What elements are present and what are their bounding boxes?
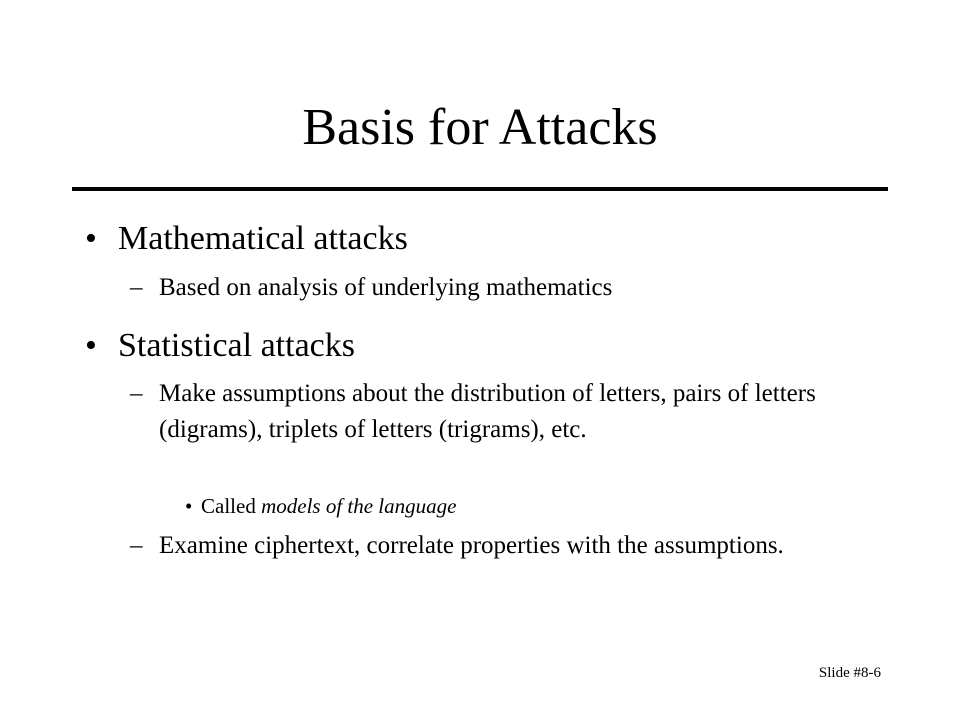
- slide-number: Slide #8-6: [818, 665, 881, 681]
- bullet-icon: •: [85, 220, 97, 257]
- sub-bullet-text: Based on analysis of underlying mathematics: [159, 274, 613, 301]
- emphasis-text: models of the language: [261, 494, 457, 518]
- sub-bullet-examine: [130, 528, 820, 564]
- sub-sub-bullet-text: Called models of the language: [201, 494, 457, 518]
- bullet-icon: •: [185, 494, 193, 518]
- slide-title: Basis for Attacks: [302, 99, 658, 156]
- bullet-text: Mathematical attacks: [118, 220, 408, 257]
- sub-bullet-text: Examine ciphertext, correlate properties with the assumptions.: [159, 532, 784, 559]
- dash-icon: –: [130, 532, 143, 559]
- bullet-icon: •: [85, 327, 97, 364]
- title-divider: [72, 187, 888, 191]
- sub-bullet-mathematics: [130, 270, 870, 306]
- dash-icon: –: [130, 274, 143, 301]
- sub-bullet-text: Make assumptions about the distribution of letters, pairs of letters (digrams), triplets of letters (trigrams), etc.: [159, 380, 816, 443]
- dash-icon: –: [130, 380, 143, 407]
- bullet-text: Statistical attacks: [118, 327, 355, 364]
- sub-bullet-assumptions: [130, 376, 860, 448]
